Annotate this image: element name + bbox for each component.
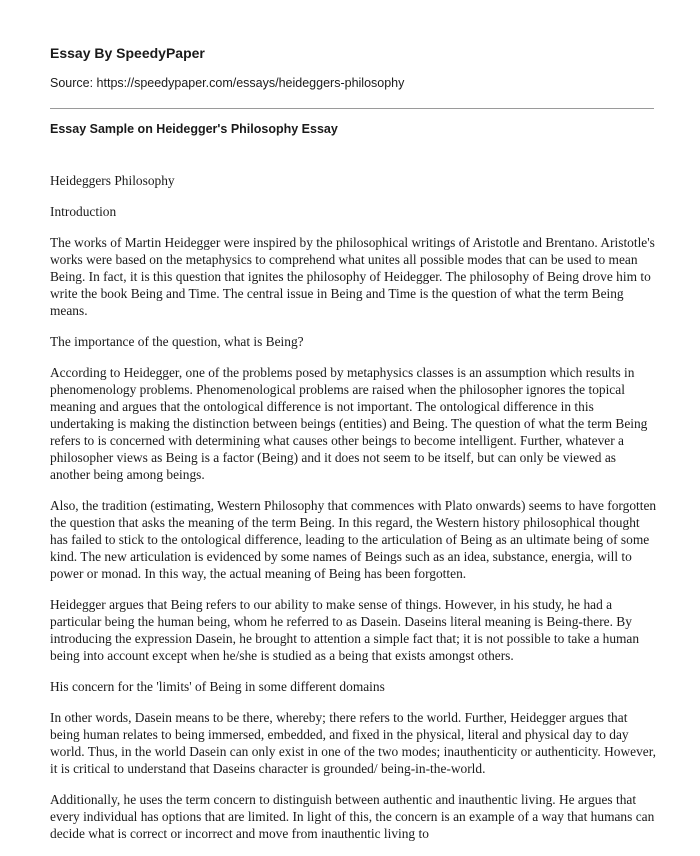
section-heading-introduction: Introduction bbox=[50, 204, 117, 219]
body-paragraph: Heidegger argues that Being refers to our ability to make sense of things. However, in his study, he had a particular being the human being, whom he referred to as Dasein. Daseins literal meaning is Being-there. By introducing the expression Dasein, he brought to attention a simple fact that; it is not possible to take a human being into account except when he/she is studied as a being that exists amongst others. bbox=[50, 597, 640, 663]
header-divider bbox=[50, 108, 654, 109]
body-paragraph: Additionally, he uses the term concern to distinguish between authentic and inauthentic living. He argues that every individual has options that are limited. In light of this, the concern is an example of a way that humans can decide what is correct or incorrect and move from inauthentic living to bbox=[50, 792, 655, 841]
section-heading-limits: His concern for the 'limits' of Being in some different domains bbox=[50, 679, 385, 694]
site-title: Essay By SpeedyPaper bbox=[50, 45, 205, 61]
section-heading-importance: The importance of the question, what is Being? bbox=[50, 334, 304, 349]
body-paragraph: The works of Martin Heidegger were inspired by the philosophical writings of Aristotle and Brentano. Aristotle's works were based on the metaphysics to comprehend what unites all possible modes that can be used to mean Being. In fact, it is this question that ignites the philosophy of Heidegger. The philosophy of Being drove him to write the book Being and Time. The central issue in Being and Time is the question of what the term Being means. bbox=[50, 235, 655, 318]
body-paragraph: In other words, Dasein means to be there, whereby; there refers to the world. Further, Heidegger argues that being human relates to being immersed, embedded, and fixed in the physical, literal and physical day to day world. Thus, in the world Dasein can only exist in one of the two modes; inauthenticity or authenticity. However, it is critical to understand that Daseins character is grounded/ being-in-the-world. bbox=[50, 710, 657, 776]
essay-body bbox=[50, 172, 658, 856]
source-link[interactable]: Source: https://speedypaper.com/essays/heideggers-philosophy bbox=[50, 76, 405, 90]
body-paragraph: Also, the tradition (estimating, Western Philosophy that commences with Plato onwards) seems to have forgotten the question that asks the meaning of the term Being. In this regard, the Western history philosophical thought has failed to stick to the ontological difference, leading to the articulation of Being as an ultimate being of some kind. The new articulation is evidenced by some names of Beings such as an idea, substance, energia, will to power or monad. In this way, the actual meaning of Being has been forgotten. bbox=[50, 498, 657, 581]
essay-title: Essay Sample on Heidegger's Philosophy Essay bbox=[50, 122, 338, 136]
document-header bbox=[50, 44, 654, 91]
body-paragraph: According to Heidegger, one of the problems posed by metaphysics classes is an assumption which results in phenomenology problems. Phenomenological problems are raised when the philosopher ignores the topical meaning and argues that the ontological difference is not important. The ontological difference in this undertaking is making the distinction between beings (entities) and Being. The question of what the term Being refers to is concerned with determining what causes other beings to become intelligent. Further, whatever a philosopher views as Being is a factor (Being) and it does not seem to be itself, but can only be viewed as another being among beings. bbox=[50, 365, 648, 482]
essay-heading: Heideggers Philosophy bbox=[50, 173, 175, 188]
